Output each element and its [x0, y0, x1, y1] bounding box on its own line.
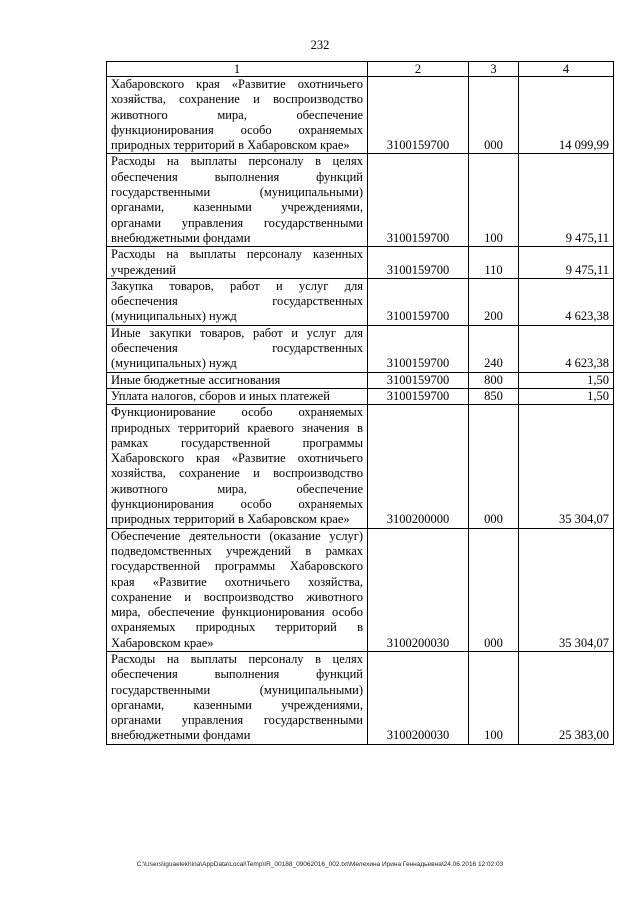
column-header-2: 2: [368, 62, 469, 77]
file-path-footer: C:\Users\iguaelekhina\AppData\Local\Temp\IR_00188_09062016_002.txt\Мелехина Ирина Геннадьевна\24.06.2016 12:02:03: [136, 861, 504, 868]
row-amount: 4 623,38: [519, 278, 614, 325]
row-amount: 35 304,07: [519, 528, 614, 651]
row-name: Расходы на выплаты персоналу казенных учреждений: [107, 247, 368, 279]
row-amount: 9 475,11: [519, 247, 614, 279]
row-expense-type: 850: [469, 388, 519, 404]
row-expense-type: 200: [469, 278, 519, 325]
table-row: [107, 388, 614, 404]
row-name: Хабаровского края «Развитие охотничьего хозяйства, сохранение и воспроизводство животного мира, обеспечение функционирования особо охраняемых природных территорий в Хабаровском крае»: [107, 77, 368, 154]
table-row: [107, 372, 614, 388]
table-row: [107, 247, 614, 279]
row-code: 3100200000: [368, 405, 469, 528]
row-expense-type: 000: [469, 528, 519, 651]
row-name: Расходы на выплаты персоналу в целях обеспечения выполнения функций государственными (муниципальными) органами, казенными учреждениями, органами управления государственными внебюджетными фондами: [107, 154, 368, 247]
row-amount: 4 623,38: [519, 325, 614, 372]
row-expense-type: 000: [469, 77, 519, 154]
row-name: Закупка товаров, работ и услуг для обеспечения государственных (муниципальных) нужд: [107, 278, 368, 325]
row-expense-type: 100: [469, 651, 519, 744]
column-header-4: 4: [519, 62, 614, 77]
row-expense-type: 240: [469, 325, 519, 372]
row-code: 3100159700: [368, 247, 469, 279]
table-row: [107, 405, 614, 528]
row-code: 3100200030: [368, 528, 469, 651]
row-name: Иные закупки товаров, работ и услуг для обеспечения государственных (муниципальных) нужд: [107, 325, 368, 372]
row-expense-type: 000: [469, 405, 519, 528]
row-code: 3100159700: [368, 154, 469, 247]
table-row: [107, 325, 614, 372]
table-header-row: [107, 62, 614, 77]
column-header-1: 1: [107, 62, 368, 77]
row-code: 3100159700: [368, 278, 469, 325]
budget-table: [106, 61, 614, 745]
row-name: Расходы на выплаты персоналу в целях обеспечения выполнения функций государственными (муниципальными) органами, казенными учреждениями, органами управления государственными внебюджетными фондами: [107, 651, 368, 744]
table-row: [107, 154, 614, 247]
row-amount: 25 383,00: [519, 651, 614, 744]
row-name: Обеспечение деятельности (оказание услуг) подведомственных учреждений в рамках государственной программы Хабаровского края «Развитие охотничьего хозяйства, сохранение и воспроизводство животного мира, обеспечение функционирования особо охраняемых природных территорий в Хабаровском крае»: [107, 528, 368, 651]
table-row: [107, 278, 614, 325]
table-row: [107, 651, 614, 744]
row-expense-type: 110: [469, 247, 519, 279]
row-code: 3100159700: [368, 372, 469, 388]
table-row: [107, 528, 614, 651]
row-amount: 1,50: [519, 372, 614, 388]
table-row: [107, 77, 614, 154]
row-code: 3100159700: [368, 77, 469, 154]
row-code: 3100159700: [368, 388, 469, 404]
row-amount: 14 099,99: [519, 77, 614, 154]
row-amount: 35 304,07: [519, 405, 614, 528]
row-name: Иные бюджетные ассигнования: [107, 372, 368, 388]
row-code: 3100200030: [368, 651, 469, 744]
row-expense-type: 100: [469, 154, 519, 247]
row-name: Уплата налогов, сборов и иных платежей: [107, 388, 368, 404]
row-code: 3100159700: [368, 325, 469, 372]
row-amount: 9 475,11: [519, 154, 614, 247]
row-expense-type: 800: [469, 372, 519, 388]
row-name: Функционирование особо охраняемых природных территорий краевого значения в рамках государственной программы Хабаровского края «Развитие охотничьего хозяйства, сохранение и воспроизводство животного мира, обеспечение функционирования особо охраняемых природных территорий в Хабаровском крае»: [107, 405, 368, 528]
page-number: 232: [310, 38, 330, 52]
row-amount: 1,50: [519, 388, 614, 404]
column-header-3: 3: [469, 62, 519, 77]
